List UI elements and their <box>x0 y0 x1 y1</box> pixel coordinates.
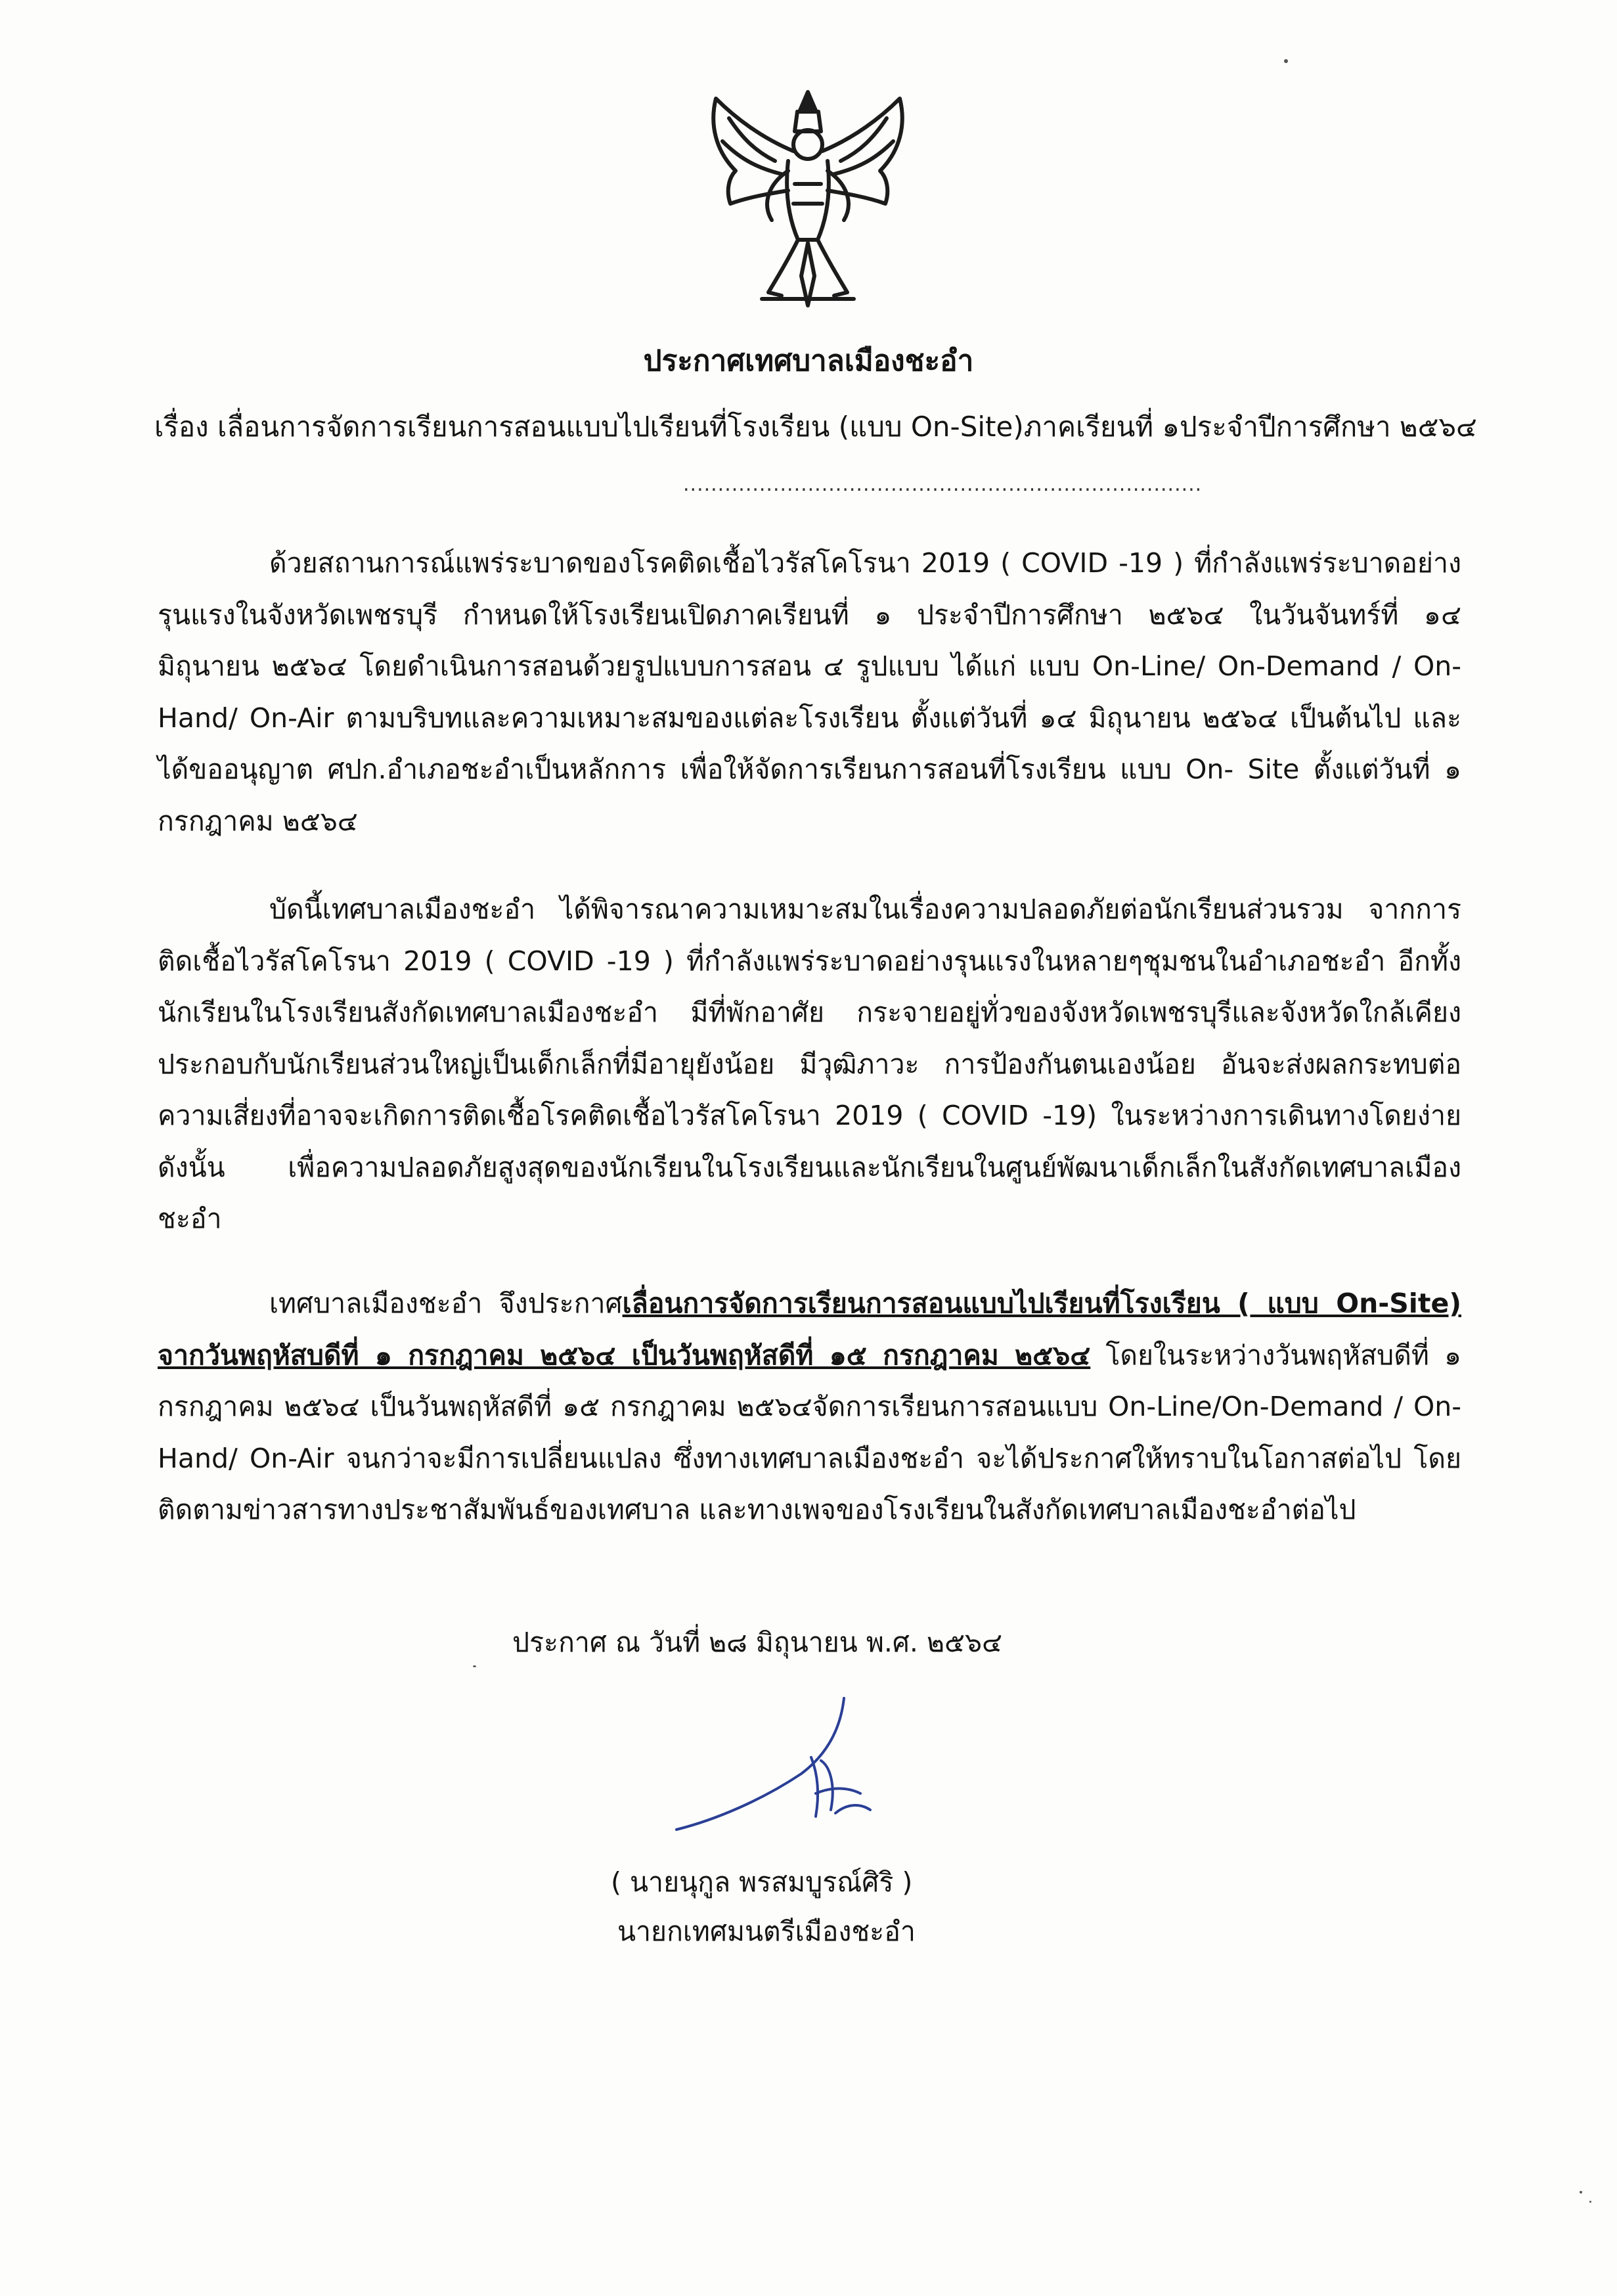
paragraph-1: ด้วยสถานการณ์แพร่ระบาดของโรคติดเชื้อไวรัสโคโรนา 2019 ( COVID -19 ) ที่กำลังแพร่ระบาดอย่างรุนแรงในจังหวัดเพชรบุรี กำหนดให้โรงเรียนเปิดภาคเรียนที่ ๑ ประจำปีการศึกษา ๒๕๖๔ ในวันจันทร์ที่ ๑๔ มิถุนายน ๒๕๖๔ โดยดำเนินการสอนด้วยรูปแบบการสอน ๔ รูปแบบ ได้แก่ แบบ On-Line/ On-Demand / On-Hand/ On-Air ตามบริบทและความเหมาะสมของแต่ละโรงเรียน ตั้งแต่วันที่ ๑๔ มิถุนายน ๒๕๖๔ เป็นต้นไป และได้ขออนุญาต ศปก.อำเภอชะอำเป็นหลักการ เพื่อให้จัดการเรียนการสอนที่โรงเรียน แบบ On- Site ตั้งแต่วันที่ ๑ กรกฎาคม ๒๕๖๔ <box>158 547 1461 837</box>
paragraph-3 <box>158 1278 1461 1536</box>
signature-image <box>663 1688 887 1846</box>
garuda-emblem-icon <box>690 79 926 322</box>
paragraph-3-lead: เทศบาลเมืองชะอำ จึงประกาศ <box>269 1288 623 1319</box>
paragraph-3-emphasis: เลื่อนการจัดการเรียนการสอนแบบไปเรียนที่โรงเรียน ( แบบ On-Site) จากวันพฤหัสบดีที่ ๑ กรกฎาคม ๒๕๖๔ เป็นวันพฤหัสดีที่ ๑๕ กรกฎาคม ๒๕๖๔ <box>158 1288 1461 1371</box>
paragraph-2: บัดนี้เทศบาลเมืองชะอำ ได้พิจารณาความเหมาะสมในเรื่องความปลอดภัยต่อนักเรียนส่วนรวม จากการติดเชื้อไวรัสโคโรนา 2019 ( COVID -19 ) ที่กำลังแพร่ระบาดอย่างรุนแรงในหลายๆชุมชนในอำเภอชะอำ อีกทั้งนักเรียนในโรงเรียนสังกัดเทศบาลเมืองชะอำ มีที่พักอาศัย กระจายอยู่ทั่วของจังหวัดเพชรบุรีและจังหวัดใกล้เคียง ประกอบกับนักเรียนส่วนใหญ่เป็นเด็กเล็กที่มีอายุยังน้อย มีวุฒิภาวะ การป้องกันตนเองน้อย อันจะส่งผลกระทบต่อความเสี่ยงที่อาจจะเกิดการติดเชื้อโรคติดเชื้อไวรัสโคโรนา 2019 ( COVID -19) ในระหว่างการเดินทางโดยง่าย ดังนั้น เพื่อความปลอดภัยสูงสุดของนักเรียนในโรงเรียนและนักเรียนในศูนย์พัฒนาเด็กเล็กในสังกัดเทศบาลเมืองชะอำ <box>158 893 1461 1234</box>
separator-line: ........................................................................... <box>683 473 1203 496</box>
announcement-subject: เรื่อง เลื่อนการจัดการเรียนการสอนแบบไปเรียนที่โรงเรียน (แบบ On-Site)ภาคเรียนที่ ๑ประจำปีการศึกษา ๒๕๖๔ <box>154 411 1477 443</box>
scan-speck <box>473 1665 476 1667</box>
signer-position: นายกเทศมนตรีเมืองชะอำ <box>617 1916 916 1947</box>
signer-name: ( นายนุกูล พรสมบูรณ์ศิริ ) <box>611 1866 913 1898</box>
scan-speck <box>1589 2201 1591 2203</box>
announcement-date: ประกาศ ณ วันที่ ๒๘ มิถุนายน พ.ศ. ๒๕๖๔ <box>512 1627 1003 1658</box>
scan-speck <box>1580 2191 1582 2194</box>
paragraph-3-rest: โดยในระหว่างวันพฤหัสบดีที่ ๑ กรกฎาคม ๒๕๖๔ เป็นวันพฤหัสดีที่ ๑๕ กรกฎาคม ๒๕๖๔จัดการเรียนการสอนแบบ On-Line/On-Demand / On-Hand/ On-Air จนกว่าจะมีการเปลี่ยนแปลง ซึ่งทางเทศบาลเมืองชะอำ จะได้ประกาศให้ทราบในโอกาสต่อไป โดยติดตามข่าวสารทางประชาสัมพันธ์ของเทศบาล และทางเพจของโรงเรียนในสังกัดเทศบาลเมืองชะอำต่อไป <box>158 1339 1461 1525</box>
announcement-title: ประกาศเทศบาลเมืองชะอำ <box>643 344 974 378</box>
scan-speck <box>1284 59 1288 63</box>
